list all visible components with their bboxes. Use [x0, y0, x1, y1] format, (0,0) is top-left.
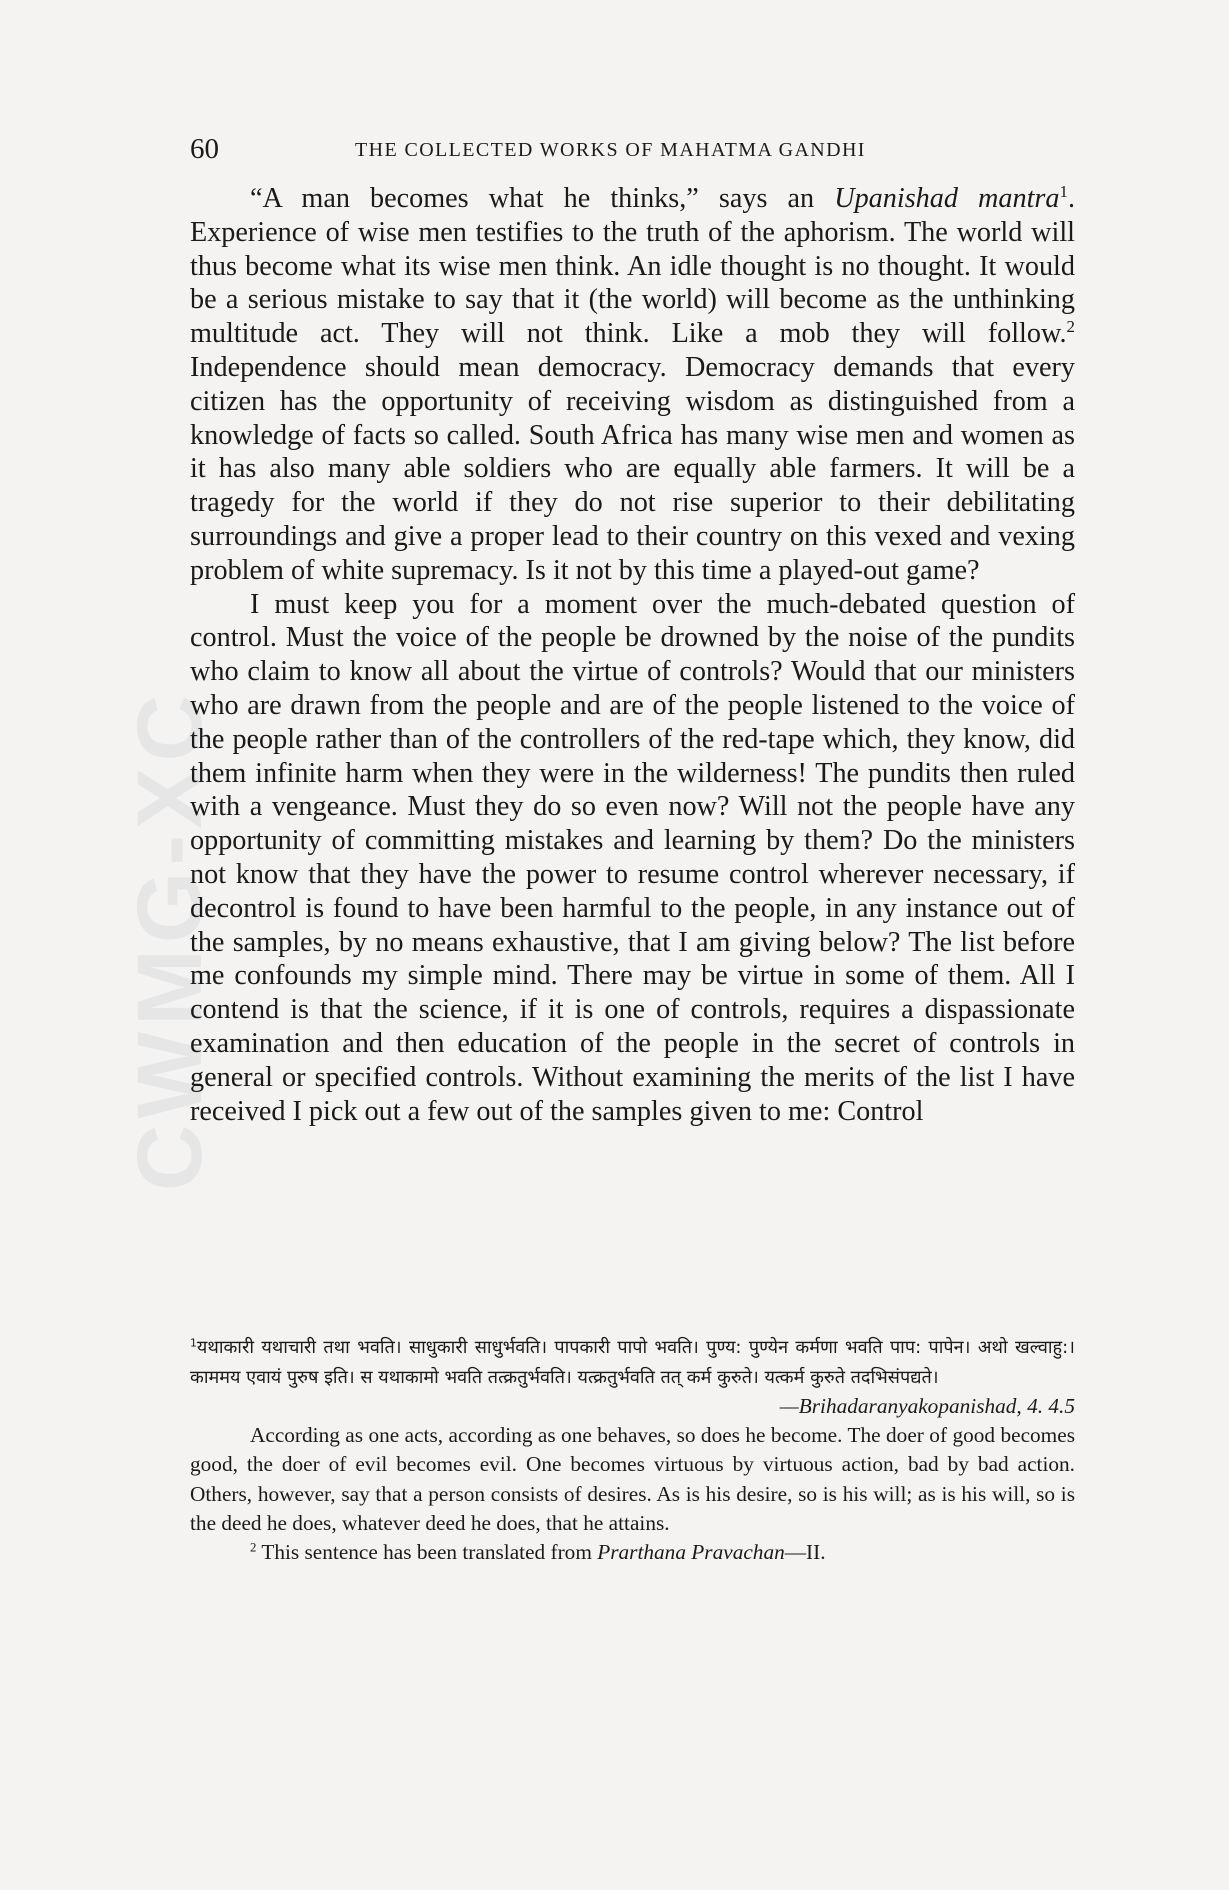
- footnote-1-sanskrit: [190, 1333, 1075, 1392]
- watermark: CWMG-XC: [119, 689, 221, 1191]
- main-text: [190, 182, 1075, 1128]
- footnote-1-marker: 1: [190, 1336, 197, 1350]
- footnote-1-source: —Brihadaranyakopanishad, 4. 4.5: [779, 1394, 1075, 1418]
- footnote-1-translation: According as one acts, according as one behaves, so does he become. The doer of good becomes good, the doer of evil becomes evil. One becomes virtuous by virtuous action, bad by bad action. Others, however, say that a person consists of desires. As is his desire, so is his will; as is his will, so is the deed he does, whatever deed he does, that he attains.: [190, 1423, 1075, 1535]
- footnote-ref-2: 2: [1066, 317, 1075, 337]
- paragraph-1: [190, 182, 1075, 588]
- running-head: THE COLLECTED WORKS OF MAHATMA GANDHI: [355, 139, 866, 161]
- footnote-2-title: Prarthana Pravachan: [597, 1540, 785, 1565]
- page-number: 60: [190, 133, 219, 165]
- footnote-2-marker: 2: [250, 1540, 257, 1555]
- footnote-2: [190, 1538, 1075, 1567]
- paragraph-2: I must keep you for a moment over the much-debated question of control. Must the voice of the people be drowned by the noise of the pundits who claim to know all about the virtue of controls? Would that our ministers who are drawn from the people and are of the people listened to the voice of the people rather than of the controllers of the red-tape which, they know, did them infinite harm when they were in the wilderness! The pundits then ruled with a vengeance. Must they do so even now? Will not the people have any opportunity of committing mistakes and learning by them? Do the ministers not know that they have the power to resume control wherever necessary, if decontrol is found to have been harmful to the people, in any instance out of the samples, by no means exhaustive, that I am giving below? The list before me confounds my simple mind. There may be virtue in some of them. All I contend is that the science, if it is one of controls, requires a dispassionate examination and then education of the people in the secret of controls in general or specified controls. Without examining the merits of the list I have received I pick out a few out of the samples given to me: Control: [190, 588, 1075, 1127]
- footnote-ref-1: 1: [1059, 181, 1068, 201]
- footnote-2-text-a: This sentence has been translated from: [256, 1540, 598, 1565]
- upanishad-mantra-term: Upanishad mantra: [834, 183, 1060, 214]
- paragraph-1-text-b: . Experience of wise men testifies to the truth of the aphorism. The world will thus become what its wise men think. An idle thought is no thought. It would be a serious mistake to say that it (the world) will become as the unthinking multitude act. They will not think. Like a mob they will follow.: [190, 183, 1075, 350]
- page-header: [190, 133, 1075, 173]
- footnote-2-text-b: —II.: [784, 1540, 826, 1565]
- paragraph-1-text-c: Independence should mean democracy. Democracy demands that every citizen has the opportunity of receiving wisdom as distinguished from a knowledge of facts so called. South Africa has many wise men and women as it has also many able soldiers who are equally able farmers. It will be a tragedy for the world if they do not rise superior to their debilitating surroundings and give a proper lead to their country on this vexed and vexing problem of white supremacy. Is it not by this time a played-out game?: [190, 351, 1075, 586]
- footnote-1-sanskrit-text: यथाकारी यथाचारी तथा भवति। साधुकारी साधुर्भवति। पापकारी पापो भवति। पुण्य: पुण्येन कर्मणा भवति पाप: पापेन। अथो खल्वाहु:। काममय एवायं पुरुष इति। स यथाकामो भवति तत्क्रतुर्भवति। यत्क्रतुर्भवति तत् कर्म कुरुते। यत्कर्म कुरुते तदभिसंपद्यते।: [190, 1337, 1075, 1388]
- paragraph-1-text-a: “A man becomes what he thinks,” says an: [250, 183, 835, 214]
- footnotes: [190, 1333, 1075, 1567]
